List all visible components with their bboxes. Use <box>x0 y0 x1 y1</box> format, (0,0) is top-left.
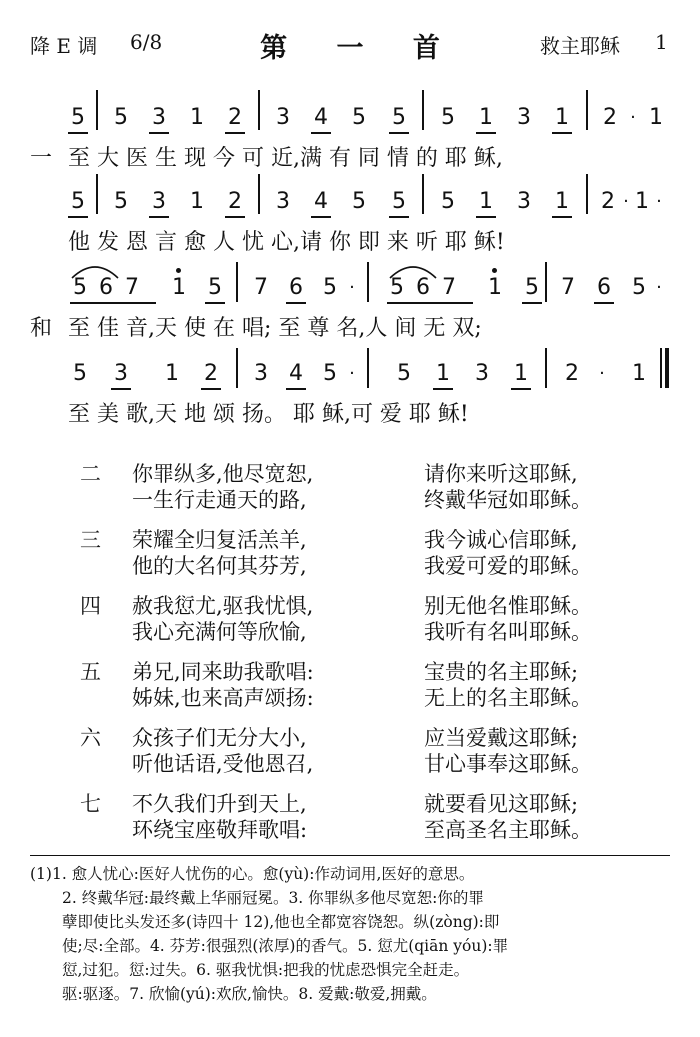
note: 2 <box>204 361 218 386</box>
lyrics-line: 至 大 医 生 现 今 可 近,满 有 同 情 的 耶 稣, <box>68 146 503 171</box>
barline <box>545 348 547 388</box>
note: 1 <box>632 361 646 386</box>
underline <box>311 216 331 218</box>
note: 7 <box>442 275 456 300</box>
verse-line: 环绕宝座敬拜歌唱: <box>132 818 308 842</box>
lyrics-line: 至 佳 音,天 使 在 唱; 至 尊 名,人 间 无 双; <box>68 316 482 341</box>
footnote-line: 2. 终戴华冠:最终戴上华丽冠冕。3. 你罪纵多他尽宽恕:你的罪 <box>62 889 484 907</box>
verse-number: 一 <box>30 146 53 171</box>
underline <box>522 302 542 304</box>
barline <box>96 174 98 214</box>
underline <box>389 132 409 134</box>
verse-line: 我今诚心信耶稣, <box>424 528 578 552</box>
note: 3 <box>475 361 489 386</box>
barline <box>586 90 588 130</box>
underline <box>68 216 88 218</box>
underline <box>70 302 156 304</box>
verse-line: 一生行走通天的路, <box>132 488 307 512</box>
underline <box>433 388 453 390</box>
barline <box>422 174 424 214</box>
note: 1 <box>190 189 204 214</box>
barline <box>258 90 260 130</box>
note: 5 <box>71 105 85 130</box>
barline <box>367 262 369 302</box>
note: 1 <box>172 275 186 300</box>
note: 5 <box>525 275 539 300</box>
note: 2 <box>228 105 242 130</box>
note: 1 <box>514 361 528 386</box>
footnote-divider <box>30 855 670 856</box>
note: 4 <box>314 189 328 214</box>
refrain-label: 和 <box>30 316 53 341</box>
note: 5 <box>632 275 646 300</box>
note: · <box>656 191 662 212</box>
underline <box>201 388 221 390</box>
final-barline-thin <box>660 348 662 388</box>
barline <box>367 348 369 388</box>
verse-line: 无上的名主耶稣。 <box>424 686 592 710</box>
note: 3 <box>114 361 128 386</box>
note: · <box>349 363 355 384</box>
underline <box>149 132 169 134</box>
verse-line: 他的大名何其芬芳, <box>132 554 307 578</box>
note: 6 <box>416 275 430 300</box>
note: 4 <box>314 105 328 130</box>
underline <box>111 388 131 390</box>
underline <box>552 132 572 134</box>
verse-number: 四 <box>80 594 101 618</box>
lyrics-line: 他 发 恩 言 愈 人 忧 心,请 你 即 来 听 耶 稣! <box>68 230 505 255</box>
verse-number: 三 <box>80 528 101 552</box>
note: 5 <box>73 361 87 386</box>
underline <box>511 388 531 390</box>
high-octave-dot <box>176 268 181 273</box>
note: 1 <box>649 105 663 130</box>
verse-number: 七 <box>80 792 101 816</box>
underline <box>149 216 169 218</box>
note: 2 <box>565 361 579 386</box>
note: 3 <box>254 361 268 386</box>
note: 2 <box>228 189 242 214</box>
underline <box>552 216 572 218</box>
underline <box>389 216 409 218</box>
barline <box>258 174 260 214</box>
underline <box>225 132 245 134</box>
verse-line: 就要看见这耶稣; <box>424 792 579 816</box>
note: 5 <box>352 105 366 130</box>
verse-line: 我心充满何等欣愉, <box>132 620 307 644</box>
note: 2 <box>601 189 615 214</box>
verse-line: 宝贵的名主耶稣; <box>424 660 579 684</box>
note: · <box>623 191 629 212</box>
high-octave-dot <box>492 268 497 273</box>
note: 3 <box>276 189 290 214</box>
note: 1 <box>555 105 569 130</box>
note: 7 <box>254 275 268 300</box>
note: 5 <box>441 189 455 214</box>
verse-line: 我听有名叫耶稣。 <box>424 620 592 644</box>
underline <box>476 216 496 218</box>
note: 1 <box>165 361 179 386</box>
note: · <box>656 277 662 298</box>
verse-line: 别无他名惟耶稣。 <box>424 594 592 618</box>
time-signature: 6/8 <box>130 30 163 54</box>
underline <box>286 388 306 390</box>
verse-line: 荣耀全归复活羔羊, <box>132 528 307 552</box>
note: 5 <box>114 105 128 130</box>
note: 5 <box>441 105 455 130</box>
underline <box>286 302 306 304</box>
note: 5 <box>392 189 406 214</box>
note: 3 <box>517 189 531 214</box>
barline <box>236 262 238 302</box>
footnote-line: 使;尽:全部。4. 芬芳:很强烈(浓厚)的香气。5. 愆尤(qiān yóu):罪 <box>62 937 509 955</box>
verse-number: 二 <box>80 462 101 486</box>
note: 5 <box>71 189 85 214</box>
note: 5 <box>352 189 366 214</box>
note: · <box>599 363 605 384</box>
note: 2 <box>603 105 617 130</box>
note: 6 <box>289 275 303 300</box>
verse-line: 听他话语,受他恩召, <box>132 752 314 776</box>
note: 1 <box>479 105 493 130</box>
verse-line: 甘心事奉这耶稣。 <box>424 752 592 776</box>
underline <box>387 302 473 304</box>
note: 1 <box>635 189 649 214</box>
note: 1 <box>436 361 450 386</box>
key-signature: 降 E 调 <box>30 34 98 58</box>
final-barline-thick <box>665 348 669 388</box>
note: 5 <box>208 275 222 300</box>
footnote-line: (1)1. 愈人忧心:医好人忧伤的心。愈(yù):作动词用,医好的意思。 <box>30 865 475 883</box>
footnote-line: 愆,过犯。愆:过失。6. 驱我忧惧:把我的忧虑恐惧完全赶走。 <box>62 961 470 979</box>
note: 1 <box>190 105 204 130</box>
note: 5 <box>392 105 406 130</box>
underline <box>594 302 614 304</box>
note: 6 <box>99 275 113 300</box>
underline <box>311 132 331 134</box>
lyrics-line: 至 美 歌,天 地 颂 扬。 耶 稣,可 爱 耶 稣! <box>68 402 469 427</box>
note: 5 <box>73 275 87 300</box>
note: 6 <box>597 275 611 300</box>
note: 3 <box>152 105 166 130</box>
note: 3 <box>276 105 290 130</box>
verse-number: 六 <box>80 726 101 750</box>
underline <box>205 302 225 304</box>
verse-line: 不久我们升到天上, <box>132 792 307 816</box>
note: · <box>630 107 636 128</box>
barline <box>545 262 547 302</box>
note: 7 <box>561 275 575 300</box>
note: 4 <box>289 361 303 386</box>
note: 1 <box>488 275 502 300</box>
verse-line: 应当爱戴这耶稣; <box>424 726 579 750</box>
underline <box>68 132 88 134</box>
footnote-line: 孽即使比头发还多(诗四十 12),他也全都宽容饶恕。纵(zòng):即 <box>62 913 500 931</box>
note: 3 <box>517 105 531 130</box>
barline <box>96 90 98 130</box>
note: 5 <box>114 189 128 214</box>
verse-line: 至高圣名主耶稣。 <box>424 818 592 842</box>
underline <box>225 216 245 218</box>
note: 5 <box>390 275 404 300</box>
hymn-name: 救主耶稣 <box>540 34 620 58</box>
verse-line: 请你来听这耶稣, <box>424 462 578 486</box>
note: · <box>349 277 355 298</box>
note: 5 <box>323 361 337 386</box>
verse-line: 姊妹,也来高声颂扬: <box>132 686 314 710</box>
verse-line: 我爱可爱的耶稣。 <box>424 554 592 578</box>
barline <box>236 348 238 388</box>
verse-line: 你罪纵多,他尽宽恕, <box>132 462 314 486</box>
note: 1 <box>555 189 569 214</box>
note: 5 <box>397 361 411 386</box>
note: 1 <box>479 189 493 214</box>
note: 7 <box>125 275 139 300</box>
note: 5 <box>323 275 337 300</box>
barline <box>422 90 424 130</box>
verse-line: 弟兄,同来助我歌唱: <box>132 660 314 684</box>
hymn-title: 第 一 首 <box>260 33 460 64</box>
verse-line: 终戴华冠如耶稣。 <box>424 488 592 512</box>
footnote-line: 驱:驱逐。7. 欣愉(yú):欢欣,愉快。8. 爱戴:敬爱,拥戴。 <box>62 985 437 1003</box>
verse-line: 赦我愆尤,驱我忧惧, <box>132 594 314 618</box>
verse-number: 五 <box>80 660 101 684</box>
verse-line: 众孩子们无分大小, <box>132 726 307 750</box>
hymn-number: 1 <box>655 30 668 54</box>
underline <box>476 132 496 134</box>
note: 3 <box>152 189 166 214</box>
barline <box>586 174 588 214</box>
